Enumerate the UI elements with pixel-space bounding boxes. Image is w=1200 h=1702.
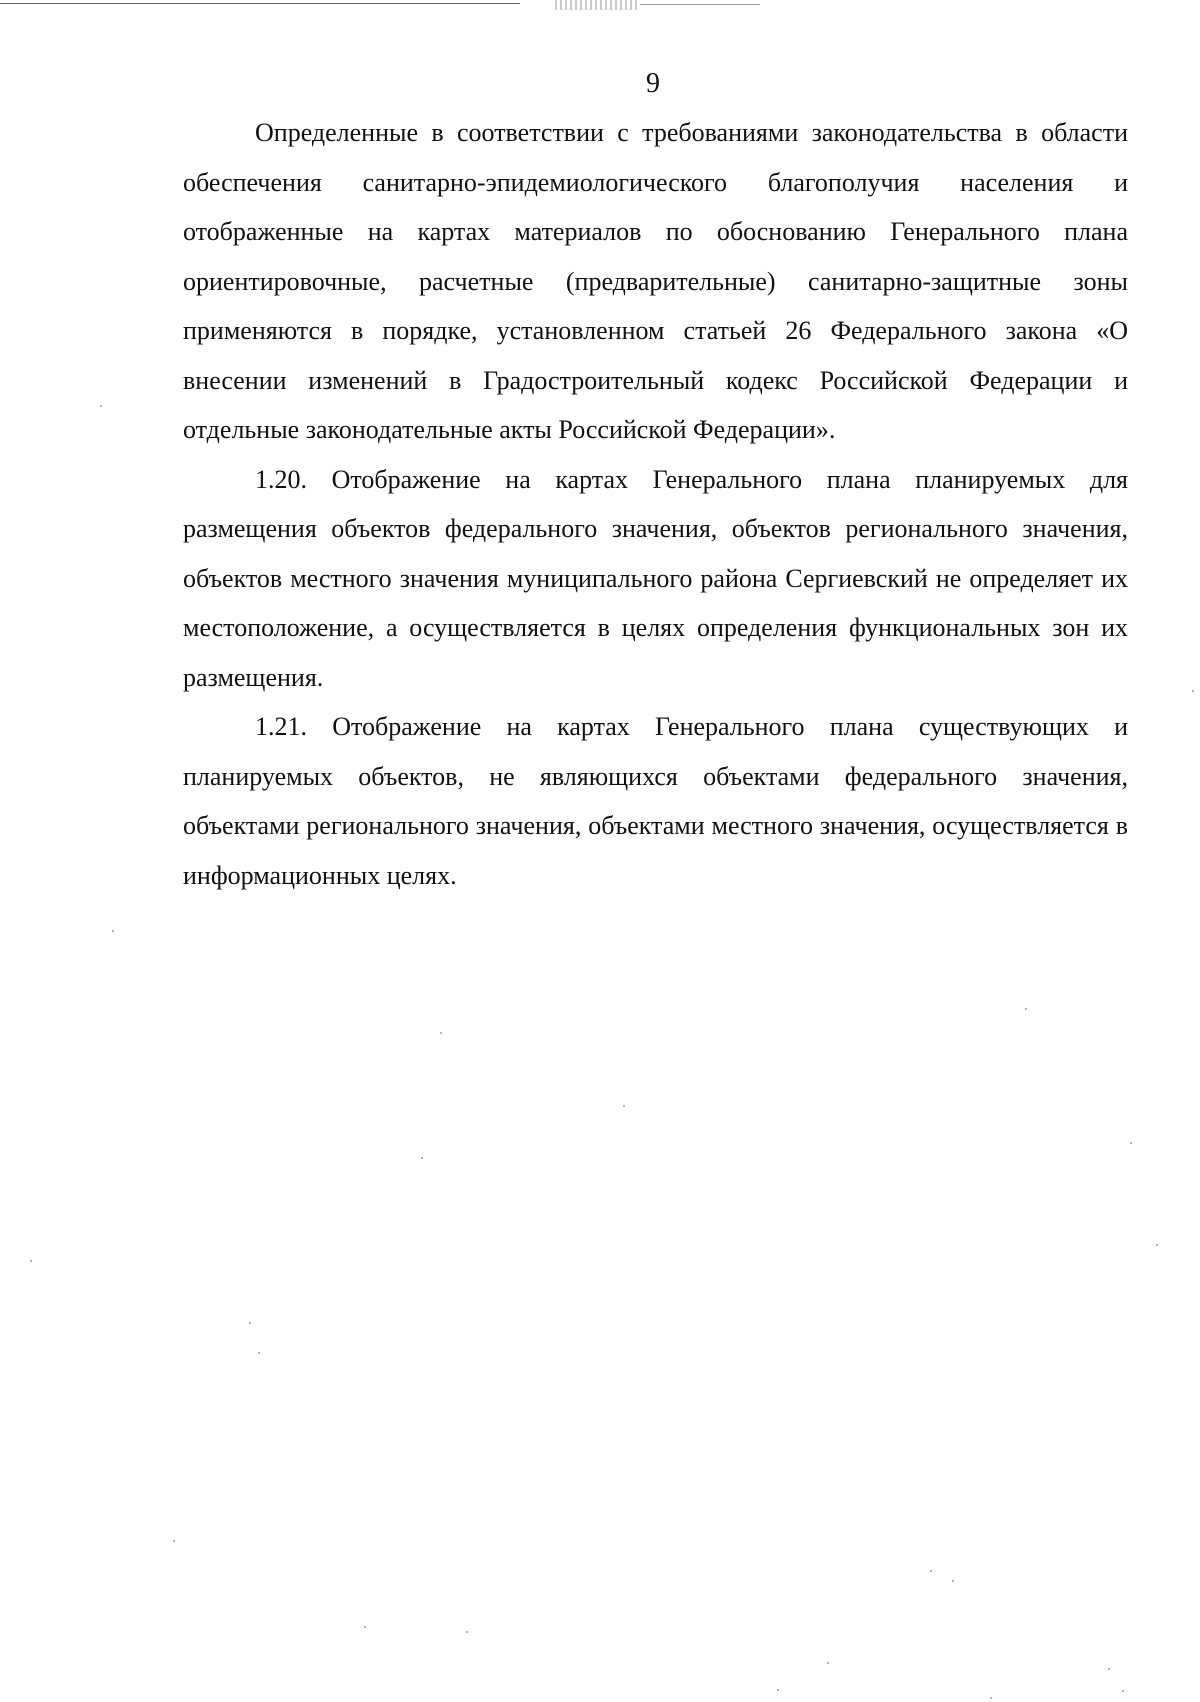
scan-speck [990,1697,992,1699]
scan-speck [249,1322,251,1324]
scan-line-artifact [0,3,520,4]
scan-speck [1192,690,1194,692]
scan-speck [1122,1690,1124,1692]
scan-speck [466,1631,468,1633]
paragraph-sanitary-zones: Определенные в соответствии с требованиями законодательства в области обеспечения санитарно-эпидемиологического благополучия населения и отображенные на картах материалов по обоснованию Генерального плана ориентировочные, расчетные (предварительные) санитарно-защитные зоны применяются в порядке, установленном статьей 26 Федерального закона «О внесении изменений в Градостроительный кодекс Российской Федерации и отдельные законодательные акты Российской Федерации». [183,118,1128,444]
scan-speck [1156,1244,1158,1246]
scan-speck [1108,1668,1110,1670]
scan-speck [777,1689,779,1691]
scan-speck [440,1032,442,1034]
scan-speck [421,1157,423,1159]
scan-speck [258,1352,260,1354]
scan-speck [952,1580,954,1582]
document-body [183,108,1128,900]
scan-speck [30,1260,32,1262]
page-number: 9 [646,68,660,99]
scan-speck [827,1662,829,1664]
scan-speck [173,1540,175,1542]
scan-speck [623,1105,625,1107]
scan-speck [1025,1008,1027,1010]
scan-speck [112,930,114,932]
paragraph-1-20: 1.20. Отображение на картах Генерального плана планируемых для размещения объектов федерального значения, объектов регионального значения, объектов местного значения муниципального района Сергиевский не определяет их местоположение, а осуществляется в целях определения функциональных зон их размещения. [183,464,1128,692]
scan-speck [364,1626,366,1628]
scan-speck [930,1570,932,1572]
scan-smudge-artifact [555,0,640,10]
scan-line-artifact [640,4,760,5]
scan-speck [100,405,102,407]
paragraph-1-21: 1.21. Отображение на картах Генерального плана существующих и планируемых объектов, не являющихся объектами федерального значения, объектами регионального значения, объектами местного значения, осуществляется в информационных целях. [183,712,1128,890]
scan-speck [1130,1142,1132,1144]
